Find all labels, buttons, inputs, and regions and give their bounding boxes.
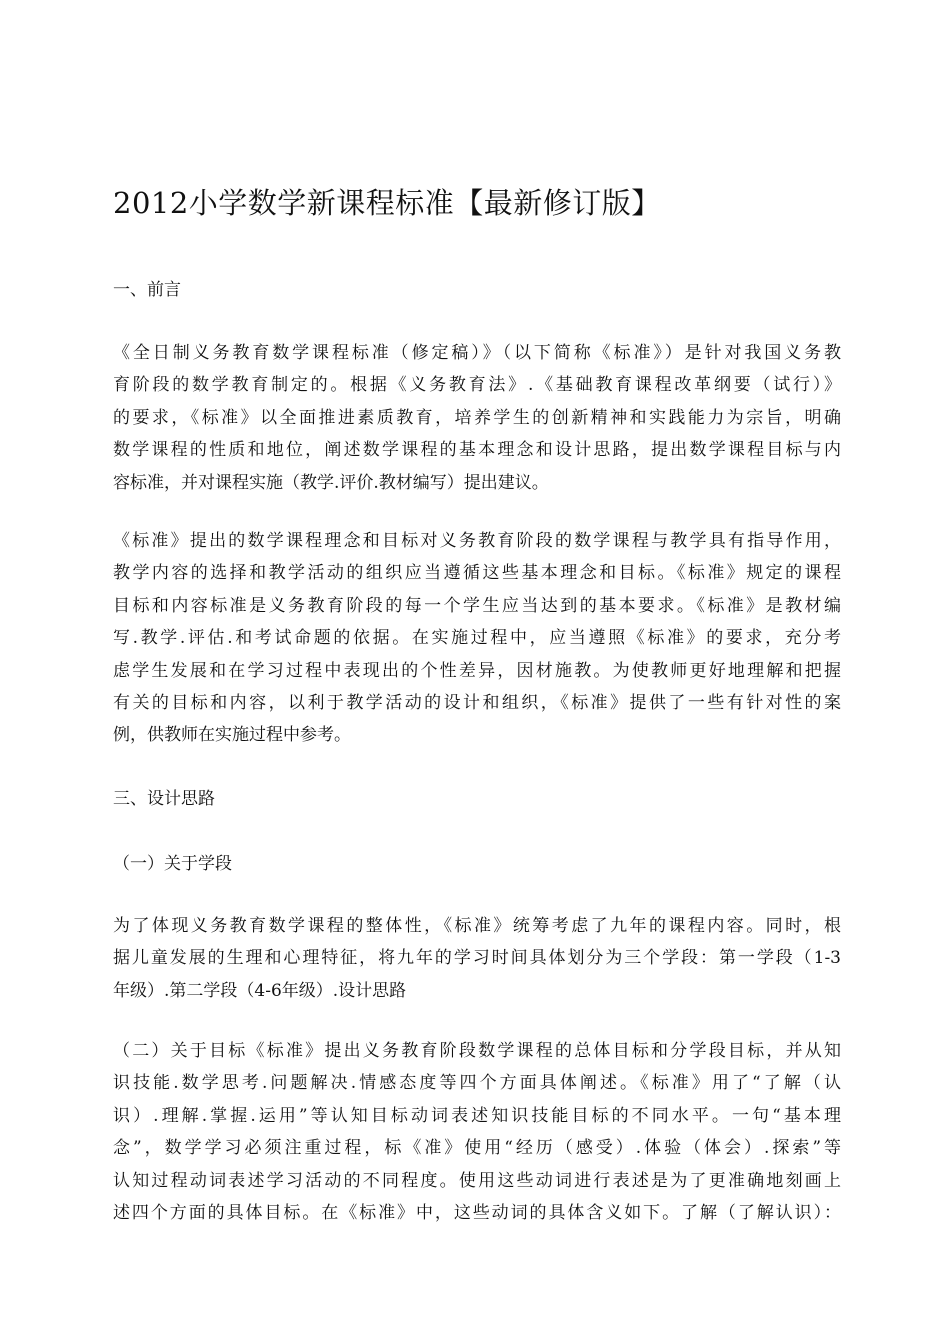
- text-line: 写.教学.评估.和考试命题的依据。在实施过程中，应当遵照《标准》的要求，充分考: [113, 628, 841, 649]
- text-line: 识）.理解.掌握.运用”等认知目标动词表述知识技能目标的不同水平。一句“基本理: [113, 1105, 841, 1126]
- text-line: 识技能.数学思考.问题解决.情感态度等四个方面具体阐述。《标准》用了“了解（认: [113, 1073, 841, 1094]
- paragraph-goals: [113, 1035, 841, 1229]
- text-line: 目标和内容标准是义务教育阶段的每一个学生应当达到的基本要求。《标准》是教材编: [113, 595, 841, 616]
- text-line: 《全日制义务教育数学课程标准（修定稿）》（以下简称《标准》）是针对我国义务教: [113, 343, 841, 363]
- document-title: 2012小学数学新课程标准【最新修订版】: [113, 186, 661, 220]
- text-line: 认知过程动词表述学习活动的不同程度。使用这些动词进行表述是为了更准确地刻画上: [113, 1170, 841, 1191]
- text-line: 年级）.第二学段（4-6年级）.设计思路: [113, 980, 407, 1001]
- section-heading-preface: 一、前言: [113, 280, 181, 300]
- text-line: 虑学生发展和在学习过程中表现出的个性差异，因材施教。为使教师更好地理解和把握: [113, 660, 841, 681]
- section-heading-design: 三、设计思路: [113, 789, 215, 809]
- text-line: 教学内容的选择和教学活动的组织应当遵循这些基本理念和目标。《标准》规定的课程: [113, 563, 841, 584]
- text-line: 述四个方面的具体目标。在《标准》中，这些动词的具体含义如下。了解（了解认识）：: [113, 1203, 841, 1224]
- text-line: 例，供教师在实施过程中参考。: [113, 725, 351, 746]
- text-line: 《标准》提出的数学课程理念和目标对义务教育阶段的数学课程与教学具有指导作用，: [113, 531, 841, 551]
- text-line: 的要求，《标准》以全面推进素质教育，培养学生的创新精神和实践能力为宗旨，明确: [113, 407, 841, 428]
- paragraph-standard-role: [113, 525, 841, 752]
- paragraph-intro: [113, 337, 841, 499]
- subsection-heading-stages: （一）关于学段: [113, 854, 232, 874]
- text-line: 为了体现义务教育数学课程的整体性，《标准》统筹考虑了九年的课程内容。同时，根: [113, 916, 841, 936]
- text-line: 容标准，并对课程实施（教学.评价.教材编写）提出建议。: [113, 472, 549, 493]
- paragraph-stages: [113, 910, 841, 1007]
- text-line: 有关的目标和内容，以利于教学活动的设计和组织，《标准》提供了一些有针对性的案: [113, 693, 841, 714]
- text-line: （二）关于目标《标准》提出义务教育阶段数学课程的总体目标和分学段目标，并从知: [113, 1041, 841, 1061]
- text-line: 念”，数学学习必须注重过程，标《准》使用“经历（感受）.体验（体会）.探索”等: [113, 1138, 841, 1159]
- text-line: 据儿童发展的生理和心理特征，将九年的学习时间具体划分为三个学段：第一学段（1-3: [113, 948, 841, 969]
- text-line: 育阶段的数学教育制定的。根据《义务教育法》.《基础教育课程改革纲要（试行）》: [113, 375, 841, 396]
- text-line: 数学课程的性质和地位，阐述数学课程的基本理念和设计思路，提出数学课程目标与内: [113, 440, 841, 461]
